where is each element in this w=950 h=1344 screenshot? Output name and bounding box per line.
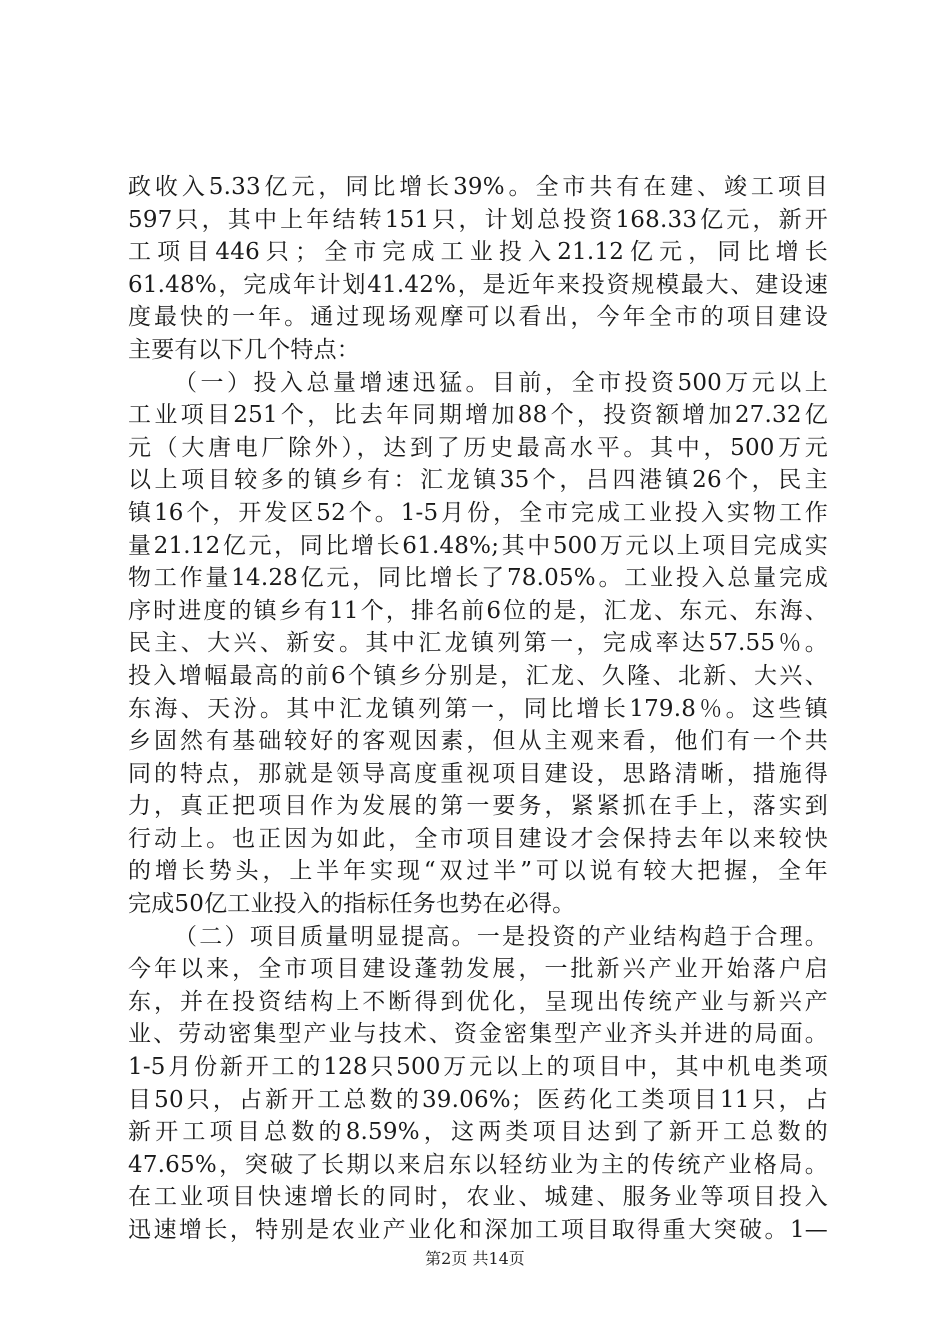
text-line: 迅速增长，特别是农业产业化和深加工项目取得重大突破。1— xyxy=(128,1217,828,1243)
text-line: 序时进度的镇乡有11个，排名前6位的是，汇龙、东元、东海、 xyxy=(128,597,828,624)
text-line: 物工作量14.28亿元，同比增长了78.05%。工业投入总量完成 xyxy=(128,565,828,592)
text-line: 1-5月份新开工的128只500万元以上的项目中，其中机电类项 xyxy=(128,1054,828,1081)
text-line: 主要有以下几个特点： xyxy=(128,336,360,363)
text-line: 同的特点，那就是领导高度重视项目建设，思路清晰，措施得 xyxy=(128,760,828,787)
text-line: 民主、大兴、新安。其中汇龙镇列第一，完成率达57.55％。 xyxy=(128,630,828,657)
text-line: 力，真正把项目作为发展的第一要务，紧紧抓在手上，落实到 xyxy=(128,793,828,820)
text-line: 业、劳动密集型产业与技术、资金密集型产业齐头并进的局面。 xyxy=(128,1021,828,1048)
text-line: 行动上。也正因为如此，全市项目建设才会保持去年以来较快 xyxy=(128,825,828,852)
text-line: 投入增幅最高的前6个镇乡分别是，汇龙、久隆、北新、大兴、 xyxy=(128,662,828,689)
text-line: 今年以来，全市项目建设蓬勃发展，一批新兴产业开始落户启 xyxy=(128,956,828,983)
text-line: 597只，其中上年结转151只，计划总投资168.33亿元，新开 xyxy=(128,206,828,233)
text-line: 东，并在投资结构上不断得到优化，呈现出传统产业与新兴产 xyxy=(128,988,828,1015)
paragraph-start-line: （一）投入总量增速迅猛。目前，全市投资500万元以上 xyxy=(174,369,828,396)
text-line: 乡固然有基础较好的客观因素，但从主观来看，他们有一个共 xyxy=(128,728,828,755)
text-line: 东海、天汾。其中汇龙镇列第一，同比增长179.8％。这些镇 xyxy=(128,695,828,722)
body-text xyxy=(128,171,828,1247)
text-line: 的增长势头，上半年实现“双过半”可以说有较大把握，全年 xyxy=(128,858,828,885)
text-line: 政收入5.33亿元，同比增长39%。全市共有在建、竣工项目 xyxy=(128,174,828,200)
page-number-footer: 第2页 共14页 xyxy=(425,1249,525,1268)
text-line: 目50只，占新开工总数的39.06%；医药化工类项目11只，占 xyxy=(128,1086,828,1113)
text-line: 元（大唐电厂除外），达到了历史最高水平。其中，500万元 xyxy=(128,434,828,461)
text-line: 在工业项目快速增长的同时，农业、城建、服务业等项目投入 xyxy=(128,1184,828,1211)
text-line: 完成50亿工业投入的指标任务也势在必得。 xyxy=(128,891,576,918)
text-line: 度最快的一年。通过现场观摩可以看出，今年全市的项目建设 xyxy=(128,304,828,331)
text-line: 工项目446只；全市完成工业投入21.12亿元，同比增长 xyxy=(128,239,828,266)
text-line: 工业项目251个，比去年同期增加88个，投资额增加27.32亿 xyxy=(128,402,828,429)
text-line: 新开工项目总数的8.59%，这两类项目达到了新开工总数的 xyxy=(128,1119,828,1146)
text-line: 镇16个，开发区52个。1-5月份，全市完成工业投入实物工作 xyxy=(128,499,828,526)
text-line: 61.48%，完成年计划41.42%，是近年来投资规模最大、建设速 xyxy=(128,271,828,298)
text-line: 47.65%，突破了长期以来启东以轻纺业为主的传统产业格局。 xyxy=(128,1151,828,1178)
text-line: 以上项目较多的镇乡有：汇龙镇35个，吕四港镇26个，民主 xyxy=(128,467,828,494)
paragraph-start-line: （二）项目质量明显提高。一是投资的产业结构趋于合理。 xyxy=(174,923,828,950)
text-line: 量21.12亿元，同比增长61.48%;其中500万元以上项目完成实 xyxy=(128,532,828,559)
